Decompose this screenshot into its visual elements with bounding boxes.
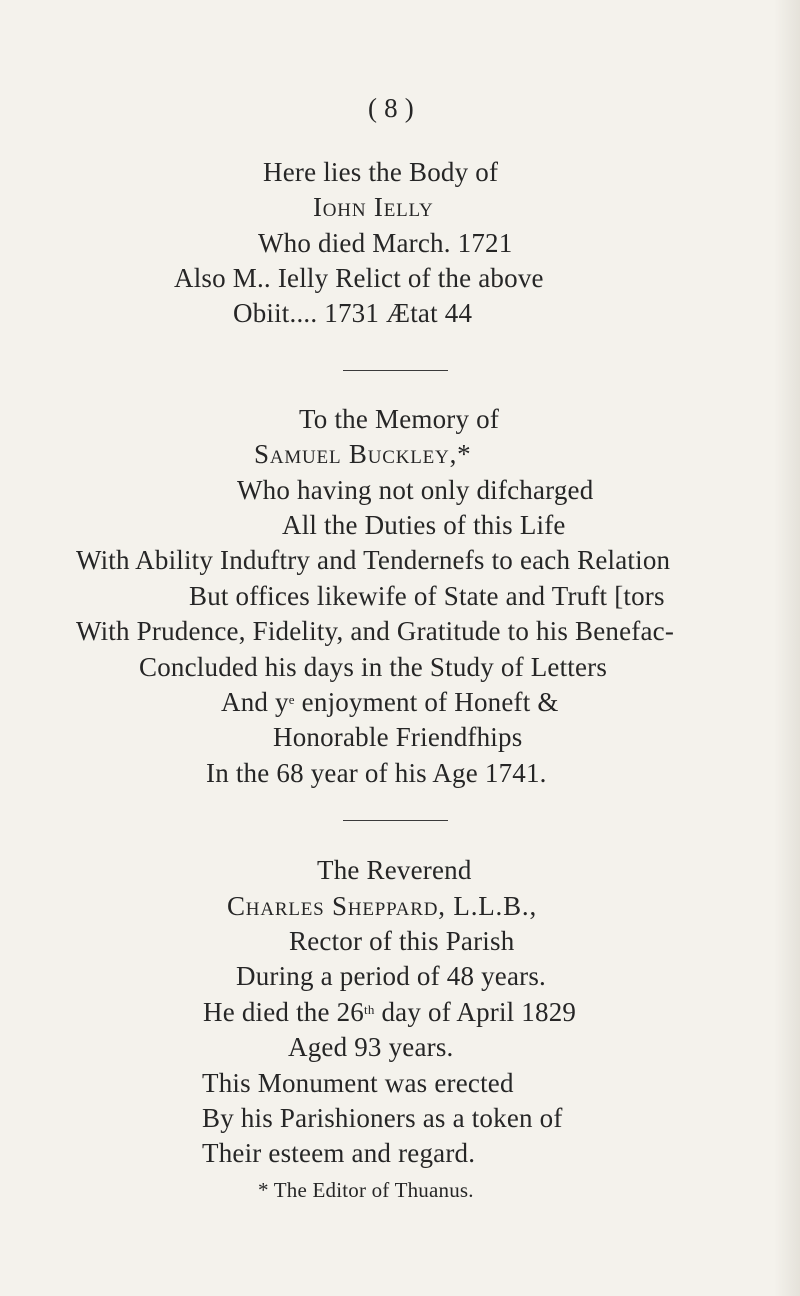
epitaph-3-line-4: During a period of 48 years. xyxy=(236,961,547,991)
epitaph-2-line-4: All the Duties of this Life xyxy=(282,510,566,540)
epitaph-2-line-9-text-end: enjoyment of Honeft & xyxy=(294,687,559,717)
epitaph-2-line-3: Who having not only difcharged xyxy=(237,475,594,505)
epitaph-2-line-7: With Prudence, Fidelity, and Gratitude to his Benefac- xyxy=(76,616,675,646)
epitaph-2-line-9 xyxy=(221,686,559,718)
epitaph-3-line-5-superscript: th xyxy=(364,1002,375,1017)
epitaph-1-line-3: Who died March. 1721 xyxy=(258,228,513,258)
epitaph-2-line-11: In the 68 year of his Age 1741. xyxy=(206,758,547,788)
epitaph-3-line-3: Rector of this Parish xyxy=(289,926,515,956)
epitaph-2-line-6: But offices likewife of State and Truft [tors xyxy=(189,581,665,611)
epitaph-2-line-9-superscript: e xyxy=(288,692,295,707)
page-number: ( 8 ) xyxy=(368,93,414,123)
epitaph-3-line-9: Their esteem and regard. xyxy=(202,1138,476,1168)
epitaph-1-line-1: Here lies the Body of xyxy=(263,157,499,187)
epitaph-3-line-7: This Monument was erected xyxy=(202,1068,514,1098)
epitaph-2-line-2: Samuel Buckley,* xyxy=(254,439,472,469)
epitaph-3-line-5-text-end: day of April 1829 xyxy=(374,997,577,1027)
epitaph-2-line-9-text: And y xyxy=(221,687,289,717)
divider-rule xyxy=(343,820,448,821)
footnote: * The Editor of Thuanus. xyxy=(258,1178,474,1202)
epitaph-1-line-5: Obiit.... 1731 Ætat 44 xyxy=(233,298,473,328)
epitaph-1-line-4: Also M.. Ielly Relict of the above xyxy=(174,263,544,293)
epitaph-2-line-5: With Ability Induftry and Tendernefs to each Relation xyxy=(76,545,671,575)
epitaph-1-line-2: Iohn Ielly xyxy=(313,192,434,222)
epitaph-3-line-5-text: He died the 26 xyxy=(203,997,365,1027)
epitaph-2-line-10: Honorable Friendfhips xyxy=(273,722,523,752)
epitaph-3-line-6: Aged 93 years. xyxy=(288,1032,454,1062)
epitaph-3-line-2: Charles Sheppard, L.L.B., xyxy=(227,891,537,921)
divider-rule xyxy=(343,370,448,371)
epitaph-3-line-1: The Reverend xyxy=(317,855,472,885)
epitaph-3-line-5 xyxy=(203,996,576,1028)
epitaph-2-line-1: To the Memory of xyxy=(299,404,500,434)
epitaph-3-line-8: By his Parishioners as a token of xyxy=(202,1103,563,1133)
epitaph-2-line-8: Concluded his days in the Study of Letters xyxy=(139,652,608,682)
page-edge-shadow xyxy=(774,0,800,1296)
